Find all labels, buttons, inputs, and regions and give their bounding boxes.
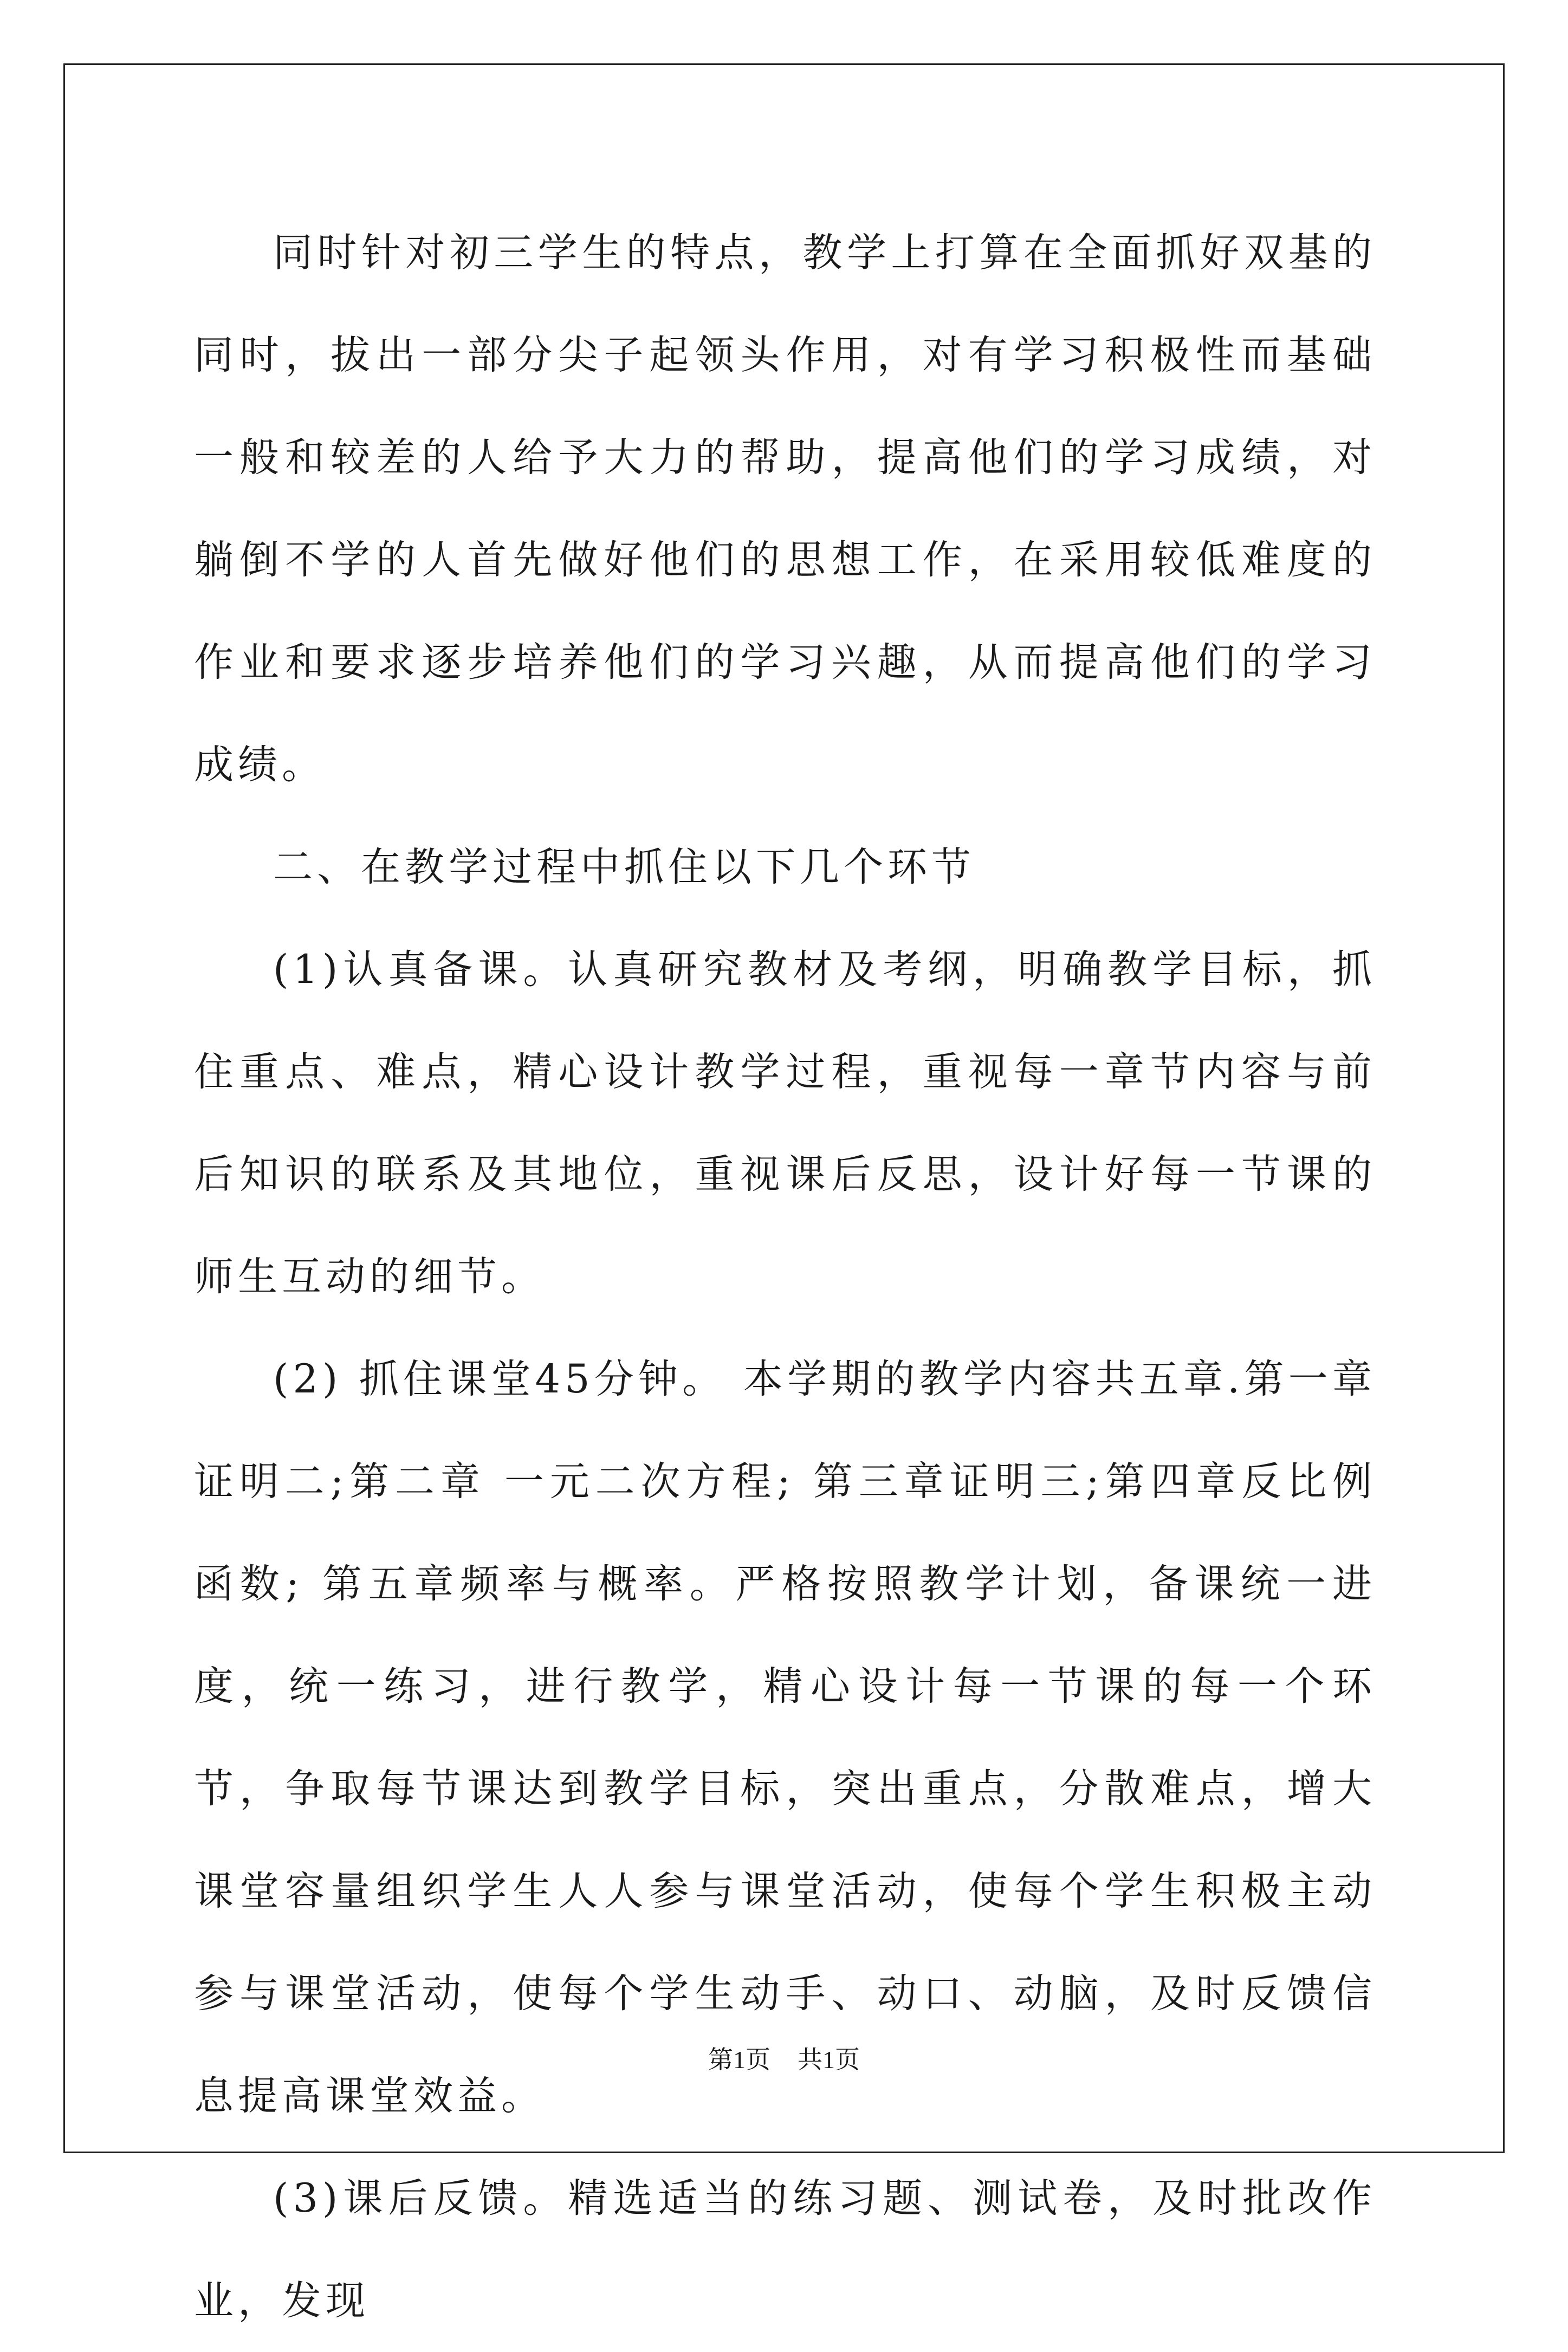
paragraph-classroom-45-minutes: (2) 抓住课堂45分钟。 本学期的教学内容共五章.第一章 证明二;第二章 一元二次方程; 第三章证明三;第四章反比例函数; 第五章频率与概率。严格按照教学计划，备课统一进度，统一练习，进行教学，精心设计每一节课的每一个环节，争取每节课达到教学目标，突出重点，分散难点，增大课堂容量组织学生人人参与课堂活动，使每个学生积极主动参与课堂活动，使每个学生动手、动口、动脑，及时反馈信息提高课堂效益。 — [194, 1356, 1376, 2119]
paragraph-lesson-preparation: (1)认真备课。认真研究教材及考纲，明确教学目标，抓住重点、难点，精心设计教学过程，重视每一章节内容与前后知识的联系及其地位，重视课后反思，设计好每一节课的师生互动的细节。 — [194, 947, 1376, 1300]
page-footer — [0, 2044, 1568, 2076]
page-total: 共1页 — [798, 2046, 860, 2074]
document-body — [194, 202, 1376, 2352]
page-number: 第1页 — [708, 2046, 770, 2074]
paragraph-student-strategy: 同时针对初三学生的特点，教学上打算在全面抓好双基的同时，拔出一部分尖子起领头作用，对有学习积极性而基础一般和较差的人给予大力的帮助，提高他们的学习成绩，对躺倒不学的人首先做好他们的思想工作，在采用较低难度的作业和要求逐步培养他们的学习兴趣，从而提高他们的学习成绩。 — [194, 230, 1376, 788]
section-heading-teaching-process: 二、在教学过程中抓住以下几个环节 — [273, 844, 975, 890]
paragraph-after-class-feedback: (3)课后反馈。精选适当的练习题、测试卷，及时批改作业，发现 — [194, 2175, 1376, 2324]
